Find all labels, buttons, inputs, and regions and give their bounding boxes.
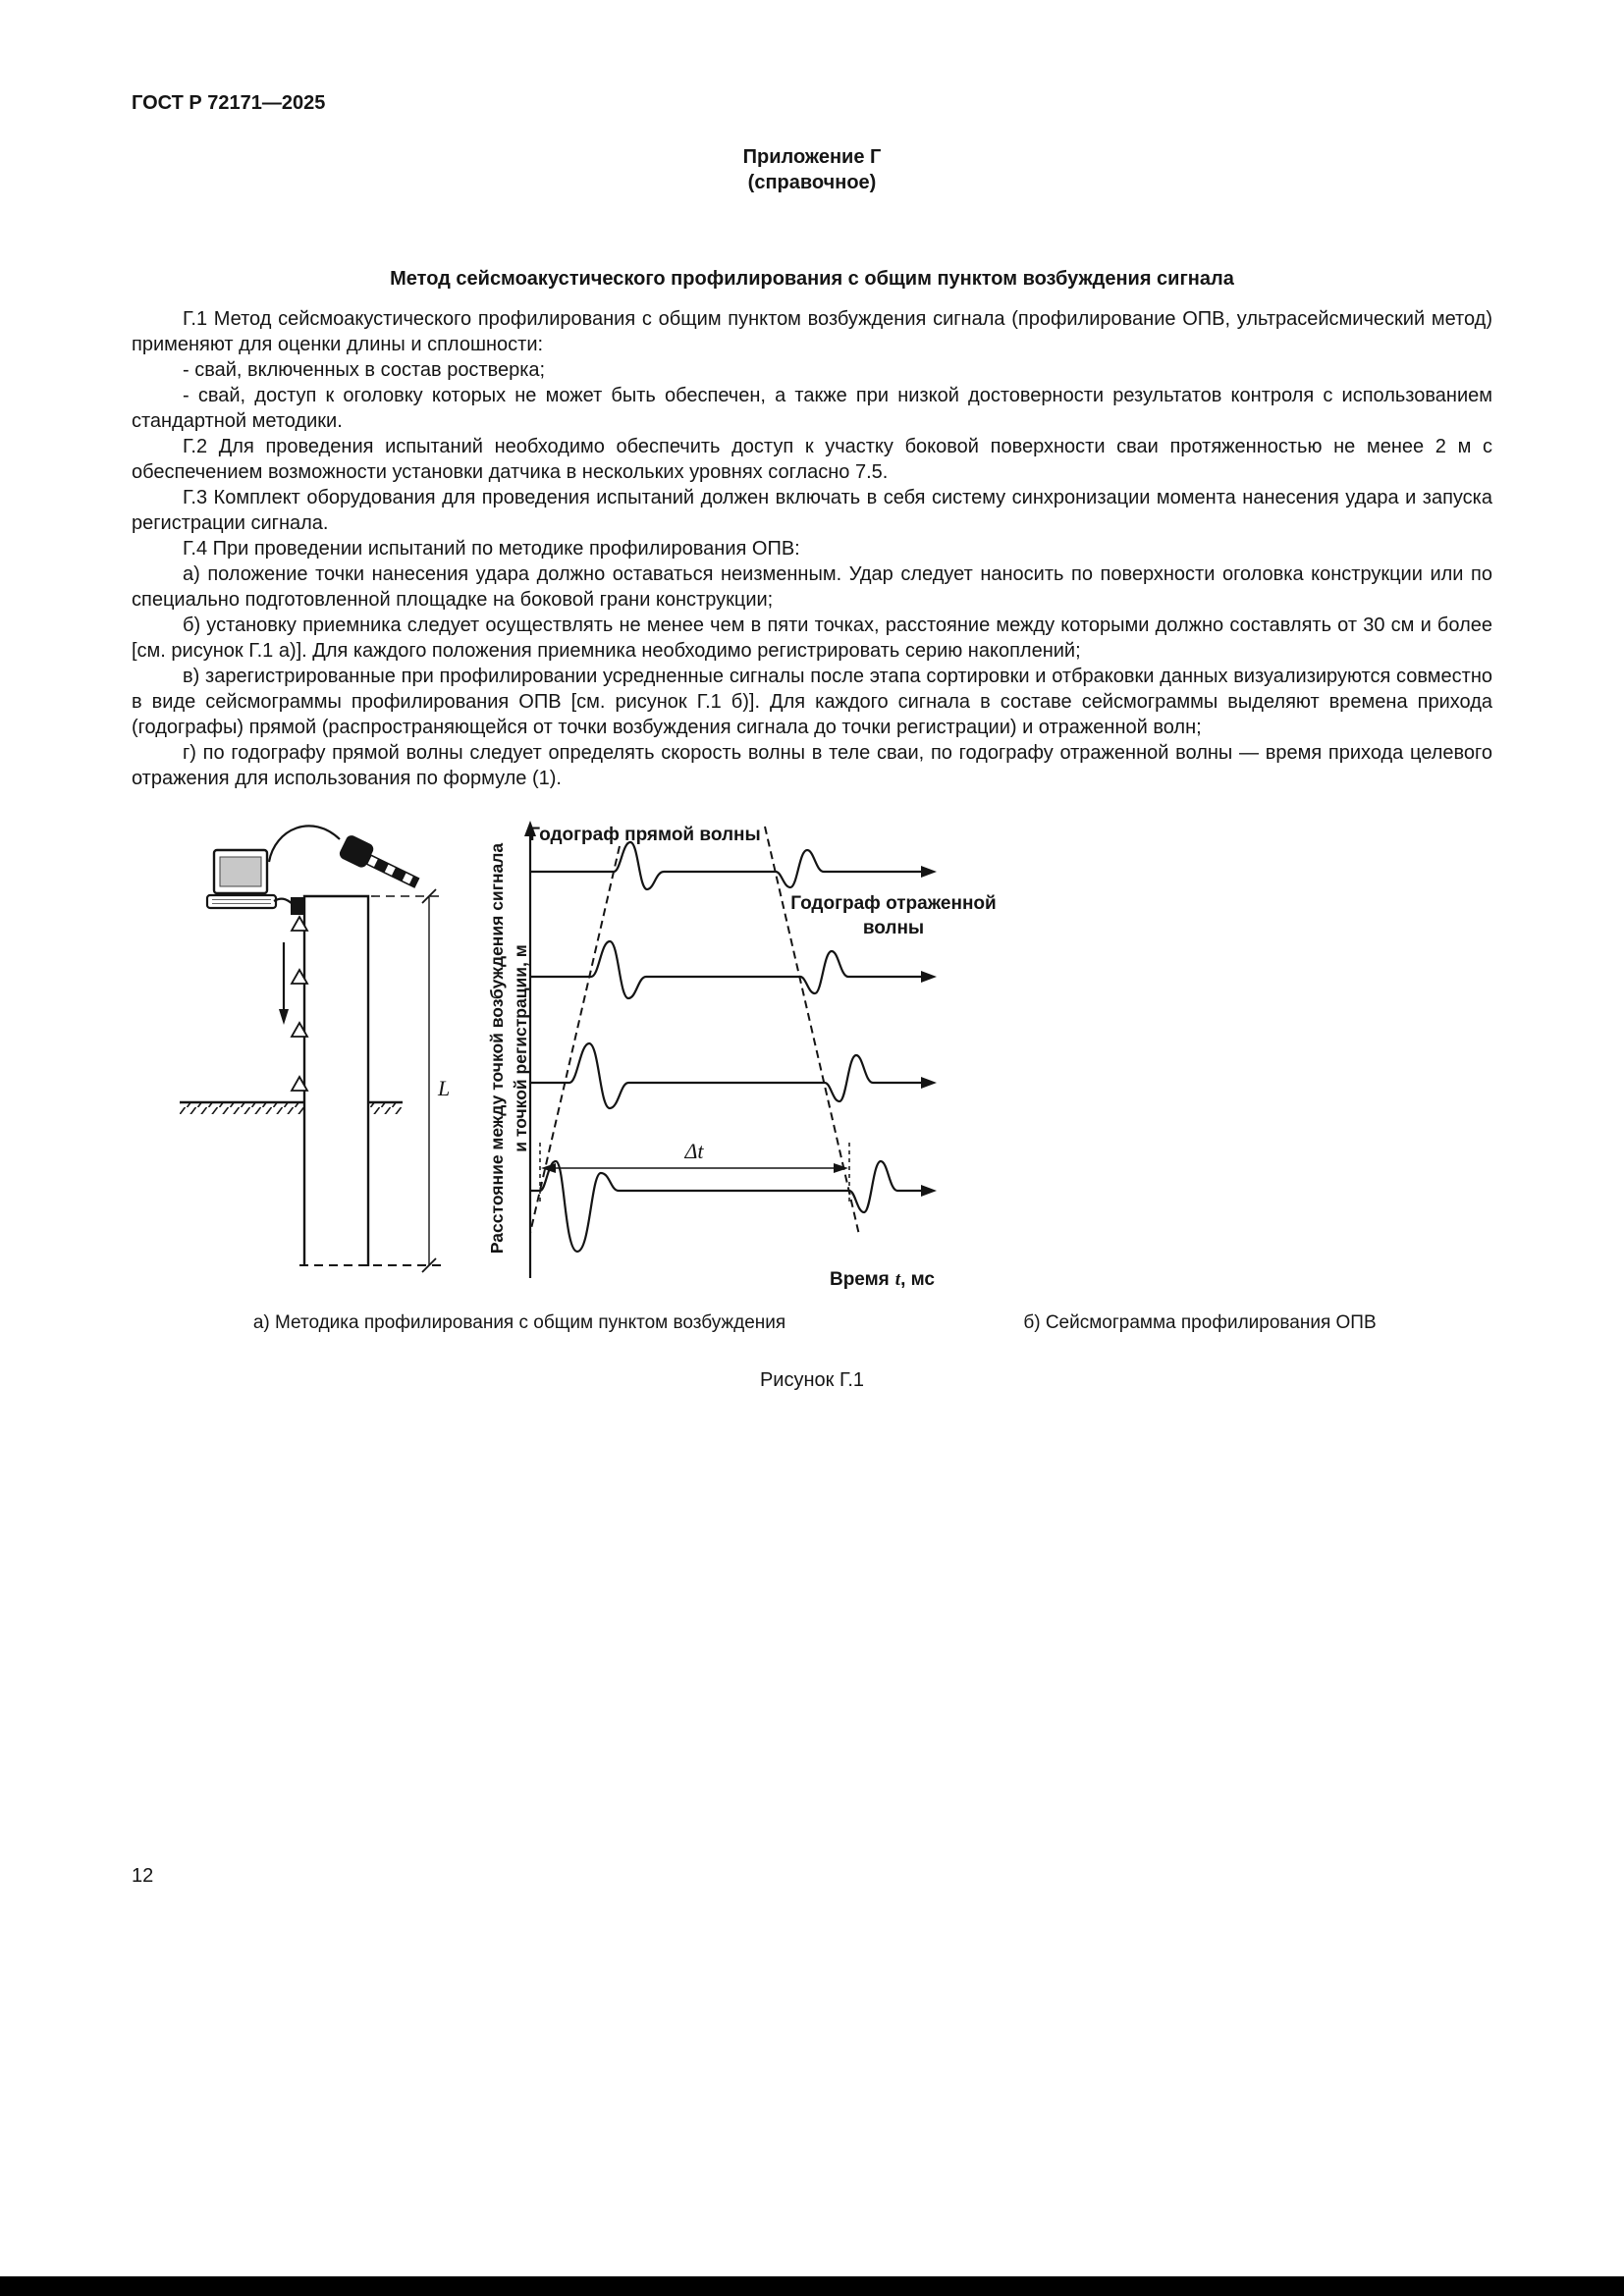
- body-text: [132, 306, 1492, 791]
- hammer-icon: [338, 833, 423, 892]
- paragraph: Г.1 Метод сейсмоакустического профилирования с общим пунктом возбуждения сигнала (профилирование ОПВ, ультрасейсмический метод) применяют для оценки длины и сплошности:: [132, 308, 1492, 355]
- doc-number: ГОСТ Р 72171—2025: [132, 92, 326, 114]
- pile-schematic: [180, 826, 450, 1272]
- paragraph: Г.4 При проведении испытаний по методике профилирования ОПВ:: [183, 538, 800, 560]
- figure-captions: [132, 1312, 1492, 1334]
- laptop-icon: [207, 850, 276, 908]
- appendix-label: Приложение Г: [742, 146, 882, 168]
- move-down-arrowhead: [279, 1009, 289, 1025]
- hodograph-direct-label: Годограф прямой волны: [529, 825, 761, 845]
- appendix-heading: [132, 144, 1492, 195]
- page-number: 12: [132, 1865, 154, 1887]
- trace-arrowhead: [921, 866, 937, 878]
- paragraph: г) по годографу прямой волны следует определять скорость волны в теле сваи, по годографу отраженной волны — время прихода целевого отражения для использования по формуле (1).: [132, 742, 1492, 789]
- delta-t-annotation: [540, 1139, 849, 1203]
- page-content: [132, 0, 1492, 1392]
- trace-arrowhead: [921, 1077, 937, 1089]
- trace-line-1: [530, 842, 923, 889]
- hodograph-reflected-label-2: волны: [862, 918, 925, 938]
- length-label: L: [438, 1076, 451, 1100]
- paragraph: б) установку приемника следует осуществлять не менее чем в пяти точках, расстояние между которыми должно составлять от 30 см и более [см. рисунок Г.1 а)]. Для каждого положения приемника необходимо регистрировать серию накоплений;: [132, 614, 1492, 662]
- hammer-cable: [269, 826, 340, 862]
- paragraph: Г.2 Для проведения испытаний необходимо обеспечить доступ к участку боковой поверхности сваи протяженностью не менее 2 м с обеспечением возможности установки датчика в нескольких уровнях согласно 7.5.: [132, 436, 1492, 483]
- paragraph: а) положение точки нанесения удара должно оставаться неизменным. Удар следует наносить по поверхности оголовка конструкции или по специально подготовленной площадке на боковой грани конструкции;: [132, 563, 1492, 611]
- paragraph: Г.3 Комплект оборудования для проведения испытаний должен включать в себя систему синхронизации момента нанесения удара и запуска регистрации сигнала.: [132, 487, 1492, 534]
- figure-g1: [132, 813, 1492, 1296]
- caption-a: а) Методика профилирования с общим пунктом возбуждения: [252, 1312, 786, 1333]
- paragraph: в) зарегистрированные при профилировании усредненные сигналы после этапа сортировки и отбраковки данных визуализируются совместно в виде сейсмограммы профилирования ОПВ [см. рисунок Г.1 б)]. Для каждого сигнала в составе сейсмограммы выделяют времена прихода (годографы) прямой (распространяющейся от точки возбуждения сигнала до точки регистрации) и отраженной волн;: [132, 666, 1492, 738]
- trace-line-4: [530, 1161, 923, 1252]
- sensor-square: [291, 897, 304, 915]
- y-axis-label-1: Расстояние между точкой возбуждения сигнала: [487, 842, 507, 1255]
- trace-arrowhead: [921, 1185, 937, 1197]
- section-title: Метод сейсмоакустического профилирования с общим пунктом возбуждения сигнала: [390, 268, 1234, 290]
- trace-line-2: [530, 941, 923, 998]
- appendix-note: (справочное): [747, 172, 877, 193]
- seismogram: [487, 821, 997, 1290]
- scan-bottom-edge: [0, 2276, 1624, 2296]
- pile: [304, 896, 368, 1266]
- figure-g1-wrap: [132, 813, 1492, 1301]
- delta-t-label: Δt: [684, 1139, 704, 1163]
- trace-line-3: [530, 1043, 923, 1108]
- caption-b: б) Сейсмограмма профилирования ОПВ: [1023, 1312, 1377, 1333]
- trace-arrowhead: [921, 971, 937, 983]
- figure-title: Рисунок Г.1: [759, 1369, 865, 1391]
- hodograph-reflected-line: [765, 827, 859, 1235]
- paragraph: - свай, доступ к оголовку которых не может быть обеспечен, а также при низкой достоверности результатов контроля с использованием стандартной методики.: [132, 385, 1492, 432]
- paragraph: - свай, включенных в состав ростверка;: [183, 359, 546, 381]
- hodograph-reflected-label-1: Годограф отраженной: [790, 893, 997, 914]
- x-axis-label: Время t, мс: [829, 1269, 935, 1290]
- y-axis-label-2: и точкой регистрации, м: [511, 944, 530, 1152]
